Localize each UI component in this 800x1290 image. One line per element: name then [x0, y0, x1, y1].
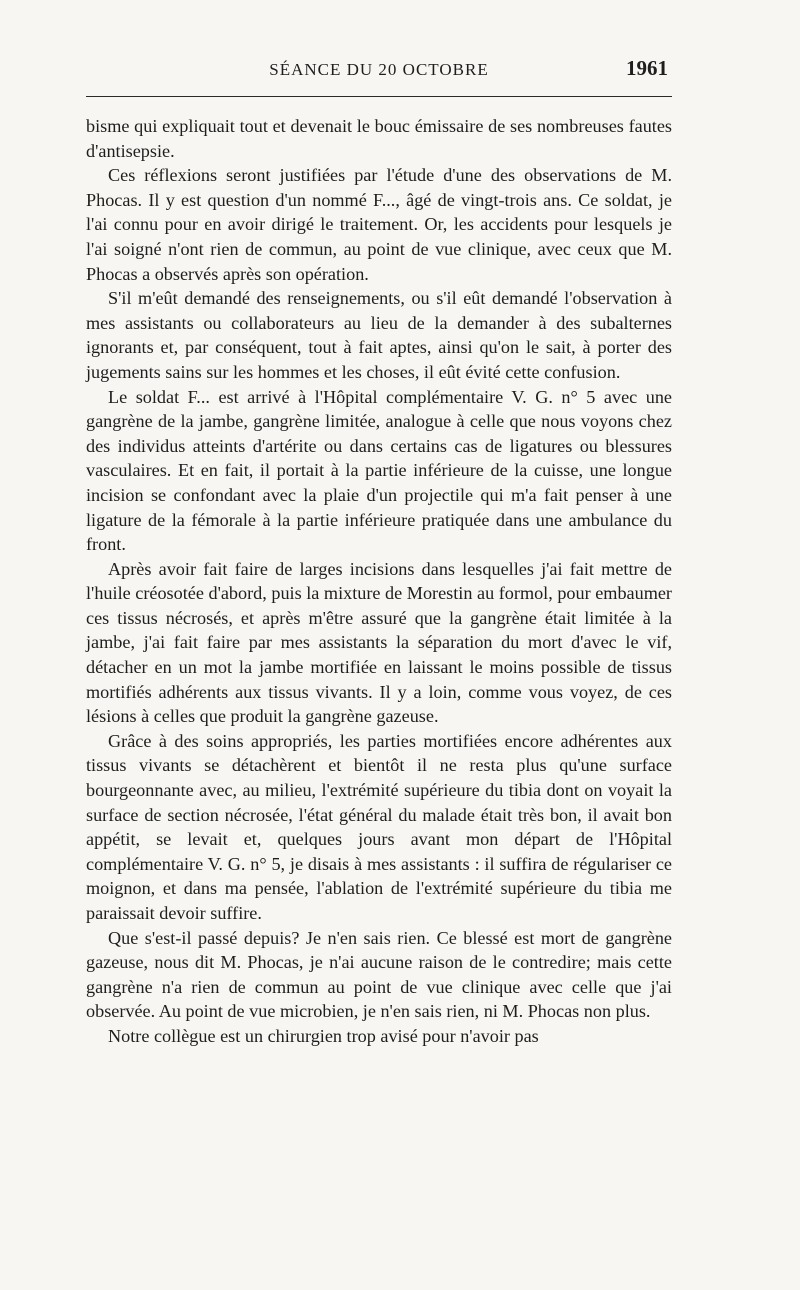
paragraph: bisme qui expliquait tout et devenait le bouc émissaire de ses nombreuses fautes d'antisepsie.: [86, 116, 672, 161]
paragraph: Le soldat F... est arrivé à l'Hôpital complémentaire V. G. n° 5 avec une gangrène de la jambe, gangrène limitée, analogue à celle que nous voyons chez des individus atteints d'artérite ou dans certains cas de ligatures ou blessures vasculaires. Et en fait, il portait à la partie inférieure de la cuisse, une longue incision se confondant avec la plaie d'un projectile qui m'a fait penser à une ligature de la fémorale à la partie inférieure pratiquée dans une ambulance du front.: [86, 386, 672, 555]
header-rule: [86, 96, 672, 97]
paragraph: Ces réflexions seront justifiées par l'étude d'une des observations de M. Phocas. Il y est question d'un nommé F..., âgé de vingt-trois ans. Ce soldat, je l'ai connu pour en avoir dirigé le traitement. Or, les accidents pour lesquels je l'ai soigné n'ont rien de commun, au point de vue clinique, avec ceux que M. Phocas a observés après son opération.: [86, 165, 672, 284]
body-text: [86, 114, 672, 1049]
paragraph: Que s'est-il passé depuis? Je n'en sais rien. Ce blessé est mort de gangrène gazeuse, nous dit M. Phocas, je n'ai aucune raison de le contredire; mais cette gangrène n'a rien de commun au point de vue clinique avec celle que j'ai observée. Au point de vue microbien, je n'en sais rien, ni M. Phocas non plus.: [86, 927, 672, 1022]
paragraph: Après avoir fait faire de larges incisions dans lesquelles j'ai fait mettre de l'huile créosotée d'abord, puis la mixture de Morestin au formol, pour embaumer ces tissus nécrosés, et après m'être assuré que la gangrène était limitée à la jambe, j'ai fait faire par mes assistants la séparation du mort d'avec le vif, détacher en un mot la jambe mortifiée en laissant le moins possible de tissus mortifiés adhérents aux tissus vivants. Il y a loin, comme vous voyez, de ces lésions à celles que produit la gangrène gazeuse.: [86, 558, 672, 727]
page-number: 1961: [626, 56, 668, 80]
running-title: SÉANCE DU 20 OCTOBRE: [269, 60, 489, 79]
paragraph: Grâce à des soins appropriés, les parties mortifiées encore adhérentes aux tissus vivants se détachèrent et bientôt il ne resta plus qu'une surface bourgeonnante avec, au milieu, l'extrémité supérieure du tibia dont on voyait la surface de section nécrosée, l'état général du malade était très bon, il avait bon appétit, se levait et, quelques jours avant mon départ de l'Hôpital complémentaire V. G. n° 5, je disais à mes assistants : il suffira de régulariser ce moignon, et dans ma pensée, l'ablation de l'extrémité supérieure du tibia me paraissait devoir suffire.: [86, 730, 672, 923]
page-header: [86, 56, 672, 86]
paragraph: Notre collègue est un chirurgien trop avisé pour n'avoir pas: [108, 1025, 539, 1046]
paragraph: S'il m'eût demandé des renseignements, ou s'il eût demandé l'observation à mes assistants ou collaborateurs au lieu de la demander à des subalternes ignorants et, par conséquent, tout à fait aptes, ainsi qu'on le sait, à porter des jugements sains sur les hommes et les choses, il eût évité cette confusion.: [86, 288, 672, 382]
